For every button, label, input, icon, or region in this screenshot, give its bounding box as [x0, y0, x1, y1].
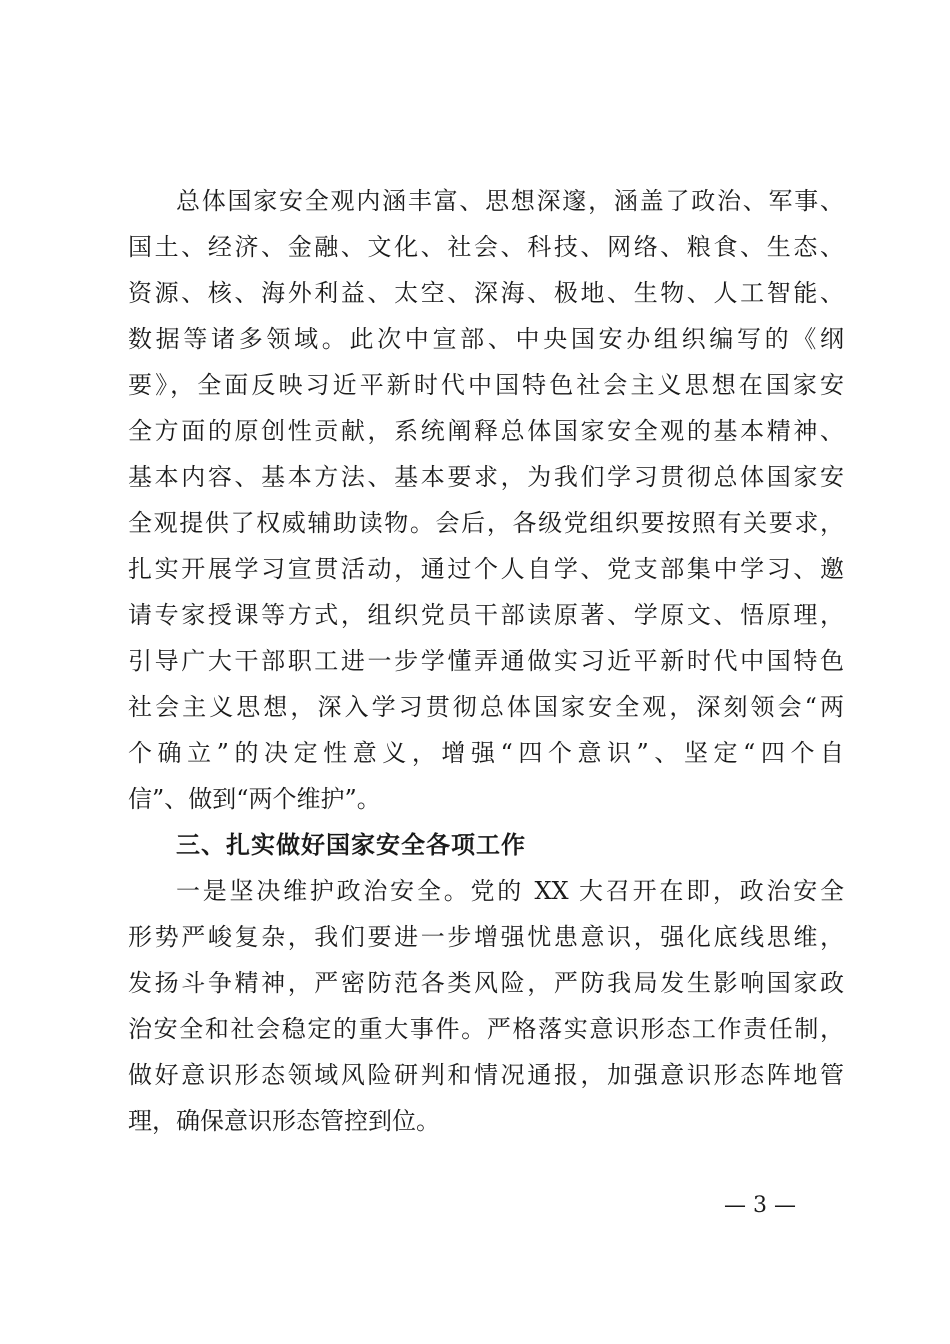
text-line: 社会主义思想，深入学习贯彻总体国家安全观，深刻领会“两 [128, 693, 844, 721]
text-line: 资源、核、海外利益、太空、深海、极地、生物、人工智能、 [128, 279, 844, 307]
text-line: 个确立”的决定性意义，增强“四个意识”、坚定“四个自 [128, 739, 844, 767]
text-line: 引导广大干部职工进一步学懂弄通做实习近平新时代中国特色 [128, 647, 844, 675]
text-line: 发扬斗争精神，严密防范各类风险，严防我局发生影响国家政 [128, 969, 844, 997]
text-line: 全观提供了权威辅助读物。会后，各级党组织要按照有关要求， [128, 509, 844, 537]
text-line: 一是坚决维护政治安全。党的 XX 大召开在即，政治安全 [176, 877, 844, 905]
page-number: — 3 — [724, 1193, 796, 1218]
section-heading: 三、扎实做好国家安全各项工作 [176, 831, 526, 859]
text-line: 形势严峻复杂，我们要进一步增强忧患意识，强化底线思维， [128, 923, 844, 951]
text-line: 基本内容、基本方法、基本要求，为我们学习贯彻总体国家安 [128, 463, 844, 491]
text-line: 总体国家安全观内涵丰富、思想深邃，涵盖了政治、军事、 [176, 187, 844, 215]
text-line: 扎实开展学习宣贯活动，通过个人自学、党支部集中学习、邀 [128, 555, 844, 583]
text-line: 全方面的原创性贡献，系统阐释总体国家安全观的基本精神、 [128, 417, 844, 445]
text-line: 做好意识形态领域风险研判和情况通报，加强意识形态阵地管 [128, 1061, 844, 1089]
text-line: 国土、经济、金融、文化、社会、科技、网络、粮食、生态、 [128, 233, 844, 261]
paragraph-political-security [128, 868, 844, 1144]
text-line: 要》，全面反映习近平新时代中国特色社会主义思想在国家安 [128, 371, 844, 399]
text-line: 信”、做到“两个维护”。 [128, 785, 381, 813]
text-line: 数据等诸多领域。此次中宣部、中央国安办组织编写的《纲 [128, 325, 844, 353]
text-line: 理，确保意识形态管控到位。 [128, 1107, 440, 1135]
text-line: 请专家授课等方式，组织党员干部读原著、学原文、悟原理， [128, 601, 844, 629]
section-heading-block [128, 822, 844, 868]
text-line: 治安全和社会稳定的重大事件。严格落实意识形态工作责任制， [128, 1015, 844, 1043]
paragraph-national-security-concept [128, 178, 844, 822]
